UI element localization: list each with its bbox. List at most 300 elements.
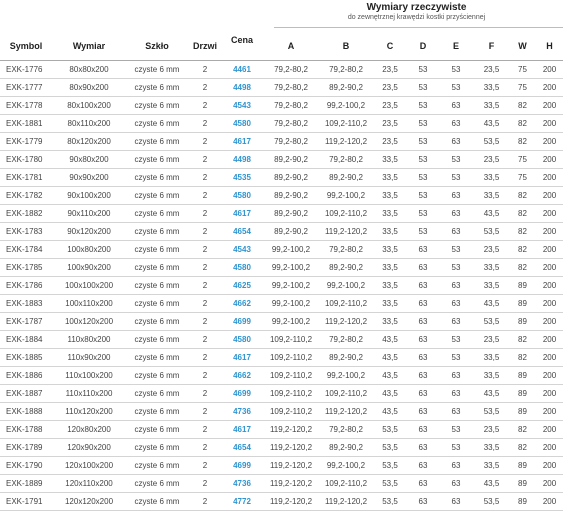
cell-w: 82: [509, 205, 536, 223]
cell-w: 82: [509, 349, 536, 367]
cell-symbol: EXK-1784: [0, 241, 52, 259]
cell-szklo: czyste 6 mm: [126, 475, 188, 493]
cell-w: 75: [509, 151, 536, 169]
cell-cena: 4498: [222, 151, 262, 169]
cell-d: 53: [408, 205, 438, 223]
cell-drzwi: 2: [188, 421, 222, 439]
cell-drzwi: 2: [188, 187, 222, 205]
cell-c: 43,5: [372, 349, 408, 367]
cell-w: 89: [509, 457, 536, 475]
table-row: [0, 313, 563, 331]
cell-e: 53: [438, 241, 474, 259]
cell-e: 53: [438, 169, 474, 187]
cell-b: 99,2-100,2: [320, 277, 372, 295]
cell-e: 63: [438, 385, 474, 403]
cell-wymiar: 80x80x200: [52, 61, 126, 79]
col-header-szklo: Szkło: [126, 32, 188, 61]
cell-d: 63: [408, 313, 438, 331]
table-row: [0, 205, 563, 223]
col-header-a: A: [262, 32, 320, 61]
cell-c: 43,5: [372, 367, 408, 385]
cell-wymiar: 100x110x200: [52, 295, 126, 313]
cell-drzwi: 2: [188, 385, 222, 403]
cell-cena: 4461: [222, 61, 262, 79]
cell-d: 63: [408, 295, 438, 313]
cell-szklo: czyste 6 mm: [126, 151, 188, 169]
cell-cena: 4625: [222, 277, 262, 295]
cell-cena: 4699: [222, 457, 262, 475]
cell-e: 63: [438, 313, 474, 331]
cell-drzwi: 2: [188, 403, 222, 421]
cell-d: 63: [408, 493, 438, 511]
cell-d: 63: [408, 457, 438, 475]
cell-h: 200: [536, 385, 563, 403]
cell-d: 53: [408, 133, 438, 151]
cell-cena: 4617: [222, 421, 262, 439]
cell-wymiar: 80x100x200: [52, 97, 126, 115]
real-dimensions-subtitle: do zewnętrznej krawędzi kostki przyściennej: [347, 14, 486, 21]
cell-b: 99,2-100,2: [320, 97, 372, 115]
cell-wymiar: 90x80x200: [52, 151, 126, 169]
cell-f: 33,5: [474, 457, 509, 475]
cell-a: 109,2-110,2: [262, 403, 320, 421]
cell-e: 53: [438, 331, 474, 349]
cell-cena: 4580: [222, 259, 262, 277]
cell-b: 119,2-120,2: [320, 223, 372, 241]
cell-e: 63: [438, 277, 474, 295]
cell-b: 89,2-90,2: [320, 79, 372, 97]
table-row: [0, 403, 563, 421]
cell-szklo: czyste 6 mm: [126, 241, 188, 259]
cell-f: 53,5: [474, 133, 509, 151]
cell-h: 200: [536, 439, 563, 457]
cell-w: 89: [509, 367, 536, 385]
table-row: [0, 223, 563, 241]
cell-symbol: EXK-1885: [0, 349, 52, 367]
cell-e: 63: [438, 367, 474, 385]
cell-h: 200: [536, 367, 563, 385]
cell-szklo: czyste 6 mm: [126, 493, 188, 511]
cell-a: 99,2-100,2: [262, 295, 320, 313]
cell-a: 79,2-80,2: [262, 133, 320, 151]
cell-b: 119,2-120,2: [320, 403, 372, 421]
cell-f: 43,5: [474, 385, 509, 403]
table-row: [0, 493, 563, 511]
cell-d: 63: [408, 475, 438, 493]
cell-f: 53,5: [474, 313, 509, 331]
cell-d: 63: [408, 331, 438, 349]
cell-wymiar: 90x90x200: [52, 169, 126, 187]
cell-e: 63: [438, 133, 474, 151]
cell-szklo: czyste 6 mm: [126, 421, 188, 439]
cell-drzwi: 2: [188, 61, 222, 79]
cell-h: 200: [536, 187, 563, 205]
cell-wymiar: 120x90x200: [52, 439, 126, 457]
cell-b: 79,2-80,2: [320, 241, 372, 259]
cell-szklo: czyste 6 mm: [126, 439, 188, 457]
cell-szklo: czyste 6 mm: [126, 79, 188, 97]
cell-cena: 4772: [222, 493, 262, 511]
cell-e: 63: [438, 223, 474, 241]
cell-f: 33,5: [474, 169, 509, 187]
table-row: [0, 61, 563, 79]
cell-f: 33,5: [474, 259, 509, 277]
col-header-cena: Cena: [222, 32, 262, 61]
cell-h: 200: [536, 457, 563, 475]
cell-e: 63: [438, 295, 474, 313]
cell-symbol: EXK-1884: [0, 331, 52, 349]
cell-a: 79,2-80,2: [262, 61, 320, 79]
cell-wymiar: 120x120x200: [52, 493, 126, 511]
cell-h: 200: [536, 277, 563, 295]
cell-w: 89: [509, 475, 536, 493]
cell-drzwi: 2: [188, 241, 222, 259]
cell-b: 109,2-110,2: [320, 115, 372, 133]
cell-f: 33,5: [474, 97, 509, 115]
cell-c: 33,5: [372, 187, 408, 205]
cell-szklo: czyste 6 mm: [126, 295, 188, 313]
cell-szklo: czyste 6 mm: [126, 457, 188, 475]
table-row: [0, 79, 563, 97]
cell-b: 89,2-90,2: [320, 169, 372, 187]
col-header-wymiar: Wymiar: [52, 32, 126, 61]
cell-cena: 4617: [222, 133, 262, 151]
cell-drzwi: 2: [188, 349, 222, 367]
cell-e: 53: [438, 439, 474, 457]
cell-c: 33,5: [372, 205, 408, 223]
cell-symbol: EXK-1787: [0, 313, 52, 331]
cell-szklo: czyste 6 mm: [126, 313, 188, 331]
cell-f: 33,5: [474, 367, 509, 385]
cell-b: 99,2-100,2: [320, 187, 372, 205]
cell-symbol: EXK-1887: [0, 385, 52, 403]
cell-b: 119,2-120,2: [320, 313, 372, 331]
cell-d: 63: [408, 385, 438, 403]
cell-f: 33,5: [474, 187, 509, 205]
cell-f: 33,5: [474, 349, 509, 367]
cell-e: 53: [438, 259, 474, 277]
cell-h: 200: [536, 169, 563, 187]
cell-a: 109,2-110,2: [262, 331, 320, 349]
cell-w: 82: [509, 331, 536, 349]
cell-wymiar: 100x80x200: [52, 241, 126, 259]
cell-cena: 4617: [222, 349, 262, 367]
cell-c: 23,5: [372, 79, 408, 97]
cell-drzwi: 2: [188, 115, 222, 133]
cell-h: 200: [536, 313, 563, 331]
cell-w: 82: [509, 223, 536, 241]
cell-d: 53: [408, 115, 438, 133]
table-row: [0, 115, 563, 133]
cell-drzwi: 2: [188, 277, 222, 295]
cell-a: 119,2-120,2: [262, 439, 320, 457]
cell-symbol: EXK-1888: [0, 403, 52, 421]
cell-h: 200: [536, 97, 563, 115]
cell-wymiar: 120x80x200: [52, 421, 126, 439]
cell-h: 200: [536, 295, 563, 313]
cell-symbol: EXK-1883: [0, 295, 52, 313]
col-header-e: E: [438, 32, 474, 61]
cell-c: 33,5: [372, 277, 408, 295]
cell-drzwi: 2: [188, 457, 222, 475]
cell-szklo: czyste 6 mm: [126, 133, 188, 151]
cell-a: 109,2-110,2: [262, 349, 320, 367]
table-row: [0, 475, 563, 493]
col-header-d: D: [408, 32, 438, 61]
cell-c: 33,5: [372, 151, 408, 169]
cell-wymiar: 110x120x200: [52, 403, 126, 421]
cell-a: 89,2-90,2: [262, 223, 320, 241]
cell-e: 63: [438, 403, 474, 421]
cell-a: 99,2-100,2: [262, 313, 320, 331]
cell-a: 99,2-100,2: [262, 241, 320, 259]
cell-w: 75: [509, 79, 536, 97]
cell-wymiar: 100x90x200: [52, 259, 126, 277]
cell-drzwi: 2: [188, 331, 222, 349]
cell-e: 63: [438, 205, 474, 223]
cell-szklo: czyste 6 mm: [126, 403, 188, 421]
cell-w: 82: [509, 97, 536, 115]
cell-c: 23,5: [372, 115, 408, 133]
cell-cena: 4498: [222, 79, 262, 97]
cell-b: 119,2-120,2: [320, 133, 372, 151]
table-row: [0, 385, 563, 403]
cell-b: 79,2-80,2: [320, 331, 372, 349]
cell-a: 89,2-90,2: [262, 205, 320, 223]
cell-a: 109,2-110,2: [262, 385, 320, 403]
cell-b: 99,2-100,2: [320, 457, 372, 475]
real-dimensions-title: Wymiary rzeczywiste: [366, 2, 467, 13]
cell-drzwi: 2: [188, 151, 222, 169]
cell-e: 53: [438, 61, 474, 79]
cell-symbol: EXK-1782: [0, 187, 52, 205]
cell-h: 200: [536, 331, 563, 349]
table-row: [0, 277, 563, 295]
cell-drzwi: 2: [188, 223, 222, 241]
cell-cena: 4662: [222, 295, 262, 313]
cell-cena: 4543: [222, 97, 262, 115]
table-row: [0, 97, 563, 115]
cell-b: 119,2-120,2: [320, 493, 372, 511]
cell-drzwi: 2: [188, 493, 222, 511]
cell-c: 53,5: [372, 457, 408, 475]
cell-a: 119,2-120,2: [262, 475, 320, 493]
cell-c: 33,5: [372, 313, 408, 331]
cell-wymiar: 100x120x200: [52, 313, 126, 331]
table-body: [0, 61, 563, 511]
cell-a: 79,2-80,2: [262, 97, 320, 115]
cell-d: 53: [408, 151, 438, 169]
table-row: [0, 349, 563, 367]
cell-drzwi: 2: [188, 367, 222, 385]
cell-c: 43,5: [372, 403, 408, 421]
cell-wymiar: 80x120x200: [52, 133, 126, 151]
cell-w: 89: [509, 295, 536, 313]
cell-w: 82: [509, 439, 536, 457]
cell-symbol: EXK-1777: [0, 79, 52, 97]
cell-drzwi: 2: [188, 295, 222, 313]
cell-wymiar: 90x100x200: [52, 187, 126, 205]
cell-a: 119,2-120,2: [262, 421, 320, 439]
cell-f: 43,5: [474, 295, 509, 313]
cell-c: 33,5: [372, 241, 408, 259]
cell-f: 23,5: [474, 421, 509, 439]
cell-szklo: czyste 6 mm: [126, 187, 188, 205]
cell-cena: 4580: [222, 187, 262, 205]
cell-h: 200: [536, 475, 563, 493]
cell-wymiar: 110x90x200: [52, 349, 126, 367]
cell-a: 79,2-80,2: [262, 115, 320, 133]
cell-b: 109,2-110,2: [320, 385, 372, 403]
cell-drzwi: 2: [188, 439, 222, 457]
cell-f: 33,5: [474, 439, 509, 457]
cell-wymiar: 90x110x200: [52, 205, 126, 223]
cell-d: 53: [408, 223, 438, 241]
cell-d: 63: [408, 259, 438, 277]
cell-f: 43,5: [474, 475, 509, 493]
price-table: [0, 32, 563, 511]
table-row: [0, 151, 563, 169]
table-row: [0, 295, 563, 313]
cell-w: 89: [509, 277, 536, 295]
cell-b: 99,2-100,2: [320, 367, 372, 385]
cell-wymiar: 100x100x200: [52, 277, 126, 295]
cell-b: 79,2-80,2: [320, 421, 372, 439]
cell-drzwi: 2: [188, 79, 222, 97]
table-row: [0, 241, 563, 259]
cell-symbol: EXK-1791: [0, 493, 52, 511]
cell-drzwi: 2: [188, 133, 222, 151]
cell-symbol: EXK-1778: [0, 97, 52, 115]
cell-d: 63: [408, 421, 438, 439]
cell-wymiar: 110x100x200: [52, 367, 126, 385]
cell-szklo: czyste 6 mm: [126, 277, 188, 295]
table-row: [0, 421, 563, 439]
cell-wymiar: 80x90x200: [52, 79, 126, 97]
cell-w: 82: [509, 241, 536, 259]
cell-symbol: EXK-1788: [0, 421, 52, 439]
cell-szklo: czyste 6 mm: [126, 367, 188, 385]
cell-wymiar: 80x110x200: [52, 115, 126, 133]
col-header-c: C: [372, 32, 408, 61]
cell-h: 200: [536, 61, 563, 79]
cell-f: 23,5: [474, 151, 509, 169]
cell-drzwi: 2: [188, 475, 222, 493]
cell-szklo: czyste 6 mm: [126, 115, 188, 133]
cell-f: 33,5: [474, 79, 509, 97]
cell-drzwi: 2: [188, 259, 222, 277]
cell-wymiar: 120x100x200: [52, 457, 126, 475]
cell-symbol: EXK-1882: [0, 205, 52, 223]
cell-cena: 4535: [222, 169, 262, 187]
cell-symbol: EXK-1779: [0, 133, 52, 151]
cell-f: 23,5: [474, 331, 509, 349]
cell-symbol: EXK-1776: [0, 61, 52, 79]
cell-symbol: EXK-1781: [0, 169, 52, 187]
cell-wymiar: 90x120x200: [52, 223, 126, 241]
cell-e: 63: [438, 97, 474, 115]
cell-h: 200: [536, 79, 563, 97]
cell-w: 82: [509, 259, 536, 277]
cell-h: 200: [536, 115, 563, 133]
cell-b: 89,2-90,2: [320, 349, 372, 367]
cell-a: 89,2-90,2: [262, 151, 320, 169]
cell-b: 109,2-110,2: [320, 205, 372, 223]
cell-symbol: EXK-1780: [0, 151, 52, 169]
cell-cena: 4580: [222, 115, 262, 133]
cell-wymiar: 110x110x200: [52, 385, 126, 403]
cell-e: 63: [438, 475, 474, 493]
cell-a: 99,2-100,2: [262, 277, 320, 295]
cell-w: 89: [509, 385, 536, 403]
cell-e: 63: [438, 493, 474, 511]
cell-cena: 4580: [222, 331, 262, 349]
cell-f: 53,5: [474, 493, 509, 511]
cell-szklo: czyste 6 mm: [126, 223, 188, 241]
cell-wymiar: 110x80x200: [52, 331, 126, 349]
cell-w: 82: [509, 421, 536, 439]
cell-w: 82: [509, 133, 536, 151]
cell-b: 109,2-110,2: [320, 295, 372, 313]
cell-w: 75: [509, 61, 536, 79]
col-header-w: W: [509, 32, 536, 61]
cell-h: 200: [536, 421, 563, 439]
cell-w: 75: [509, 169, 536, 187]
cell-b: 109,2-110,2: [320, 475, 372, 493]
cell-symbol: EXK-1790: [0, 457, 52, 475]
cell-symbol: EXK-1783: [0, 223, 52, 241]
cell-f: 23,5: [474, 241, 509, 259]
cell-d: 53: [408, 97, 438, 115]
cell-wymiar: 120x110x200: [52, 475, 126, 493]
cell-c: 33,5: [372, 223, 408, 241]
cell-drzwi: 2: [188, 169, 222, 187]
cell-drzwi: 2: [188, 313, 222, 331]
cell-symbol: EXK-1889: [0, 475, 52, 493]
cell-h: 200: [536, 205, 563, 223]
cell-h: 200: [536, 493, 563, 511]
table-row: [0, 259, 563, 277]
cell-a: 119,2-120,2: [262, 493, 320, 511]
cell-h: 200: [536, 259, 563, 277]
cell-symbol: EXK-1785: [0, 259, 52, 277]
cell-szklo: czyste 6 mm: [126, 349, 188, 367]
cell-cena: 4654: [222, 439, 262, 457]
cell-c: 23,5: [372, 133, 408, 151]
cell-szklo: czyste 6 mm: [126, 385, 188, 403]
cell-symbol: EXK-1886: [0, 367, 52, 385]
cell-szklo: czyste 6 mm: [126, 259, 188, 277]
cell-h: 200: [536, 151, 563, 169]
table-row: [0, 331, 563, 349]
col-header-b: B: [320, 32, 372, 61]
cell-symbol: EXK-1789: [0, 439, 52, 457]
cell-c: 53,5: [372, 421, 408, 439]
table-row: [0, 367, 563, 385]
cell-c: 53,5: [372, 475, 408, 493]
cell-w: 89: [509, 403, 536, 421]
cell-c: 53,5: [372, 439, 408, 457]
cell-drzwi: 2: [188, 205, 222, 223]
cell-c: 33,5: [372, 295, 408, 313]
cell-w: 89: [509, 493, 536, 511]
cell-f: 23,5: [474, 61, 509, 79]
cell-b: 79,2-80,2: [320, 151, 372, 169]
cell-e: 53: [438, 349, 474, 367]
cell-h: 200: [536, 223, 563, 241]
cell-symbol: EXK-1881: [0, 115, 52, 133]
cell-b: 79,2-80,2: [320, 61, 372, 79]
